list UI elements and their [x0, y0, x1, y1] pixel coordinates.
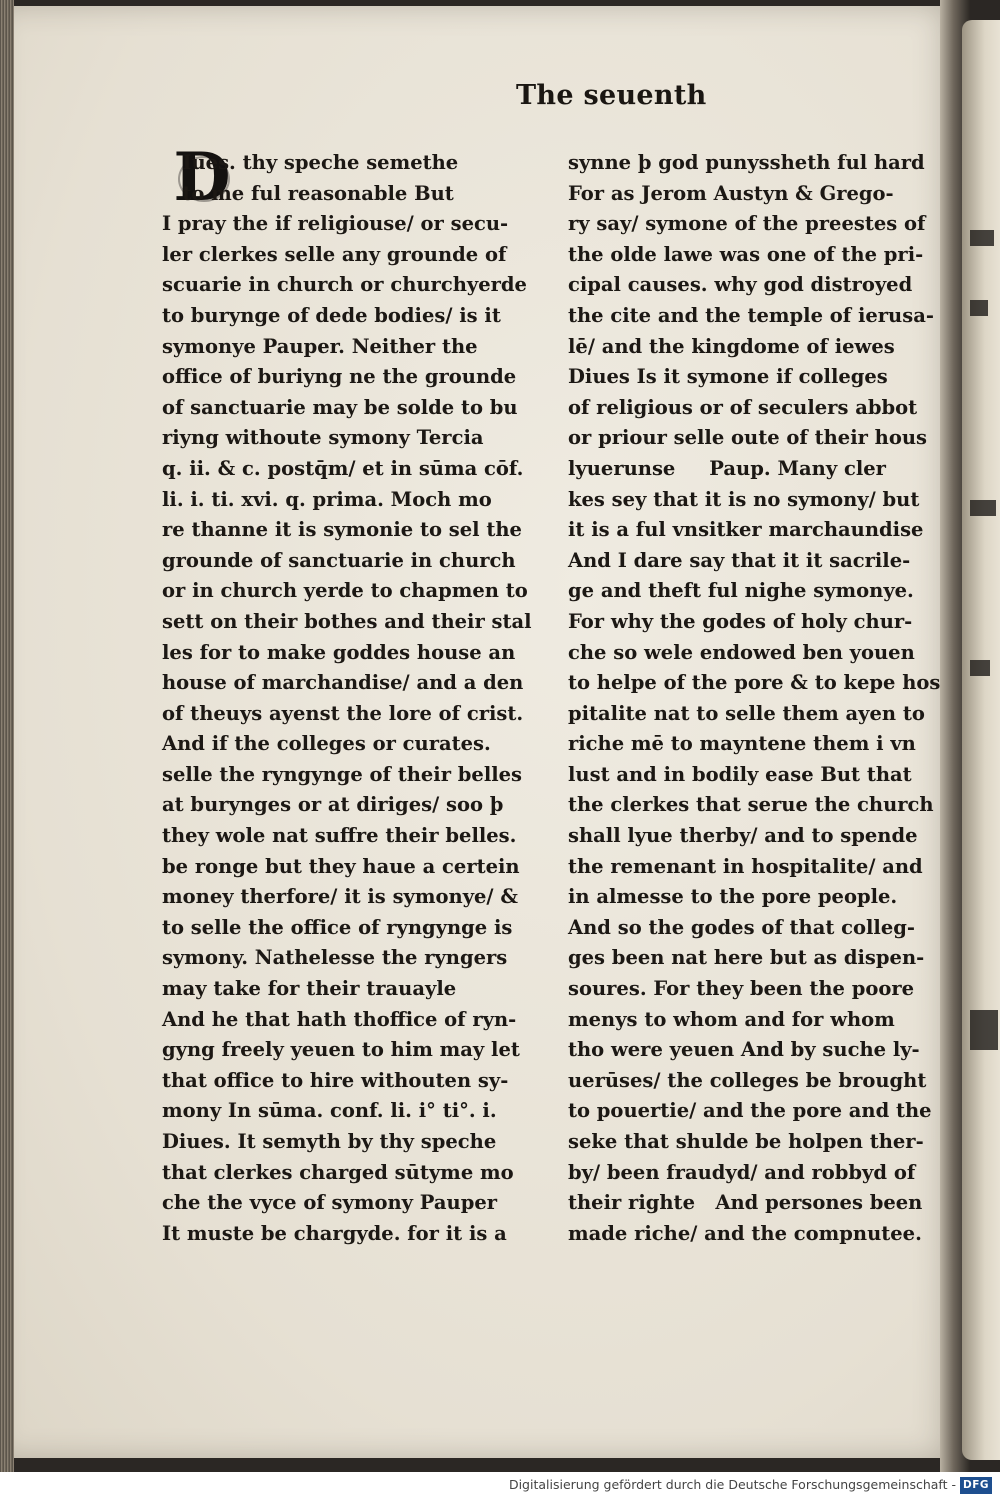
text-line: ge and theft ful nighe symonye. — [568, 579, 914, 603]
page-edges — [0, 0, 14, 1472]
text-line: synne þ god punyssheth ful hard — [568, 151, 925, 174]
text-line: riyng withoute symony Tercia — [162, 426, 484, 450]
text-line: che so wele endowed ben youen — [568, 640, 915, 664]
dfg-logo: DFG — [960, 1477, 992, 1494]
text-line: che the vyce of symony Pauper — [162, 1191, 498, 1215]
text-line: symonye Pauper. Neither the — [162, 334, 478, 358]
facing-page-text-fragment — [970, 500, 996, 516]
text-line: les for to make goddes house an — [162, 640, 516, 664]
text-line: to pouertie/ and the pore and the — [568, 1099, 932, 1123]
text-line: For why the godes of holy chur- — [568, 609, 913, 633]
text-line: the cite and the temple of ierusa- — [568, 303, 934, 327]
text-line: selle the ryngynge of their belles — [162, 762, 523, 786]
text-line: it is a ful vnsitker marchaundise — [568, 518, 924, 542]
text-line: of theuys ayenst the lore of crist. — [162, 701, 524, 725]
text-line: li. i. ti. xvi. q. prima. Moch mo — [162, 487, 492, 511]
text-line: house of marchandise/ and a den — [162, 671, 524, 695]
text-line: be ronge but they haue a certein — [162, 854, 520, 878]
text-line: And he that hath thoffice of ryn- — [162, 1007, 517, 1031]
running-head: The seuenth — [516, 80, 707, 111]
text-line: to burynge of dede bodies/ is it — [162, 303, 501, 327]
text-line: scuarie in church or churchyerde — [162, 273, 527, 297]
text-line: pitalite nat to selle them ayen to — [568, 701, 925, 725]
text-line: to me ful reasonable But — [162, 181, 454, 205]
text-line: the olde lawe was one of the pri- — [568, 242, 924, 266]
text-line: shall lyue therby/ and to spende — [568, 824, 918, 848]
facing-page-text-fragment — [970, 230, 994, 246]
text-line: of sanctuarie may be solde to bu — [162, 395, 518, 419]
right-text-column — [568, 148, 941, 1249]
text-line: riche mē to mayntene them i vn — [568, 732, 916, 756]
text-line: And if the colleges or curates. — [162, 732, 491, 756]
text-line: that clerkes charged sūtyme mo — [162, 1160, 514, 1184]
text-line: Diues Is it symone if colleges — [568, 365, 888, 389]
text-line: For as Jerom Austyn & Grego- — [568, 181, 894, 205]
text-line: tho were yeuen And by suche ly- — [568, 1038, 920, 1062]
text-line: the remenant in hospitalite/ and — [568, 854, 923, 878]
text-line: by/ been fraudyd/ and robbyd of — [568, 1160, 916, 1184]
text-line: And so the godes of that colleg- — [568, 915, 915, 939]
text-line: ler clerkes selle any grounde of — [162, 242, 507, 266]
footer-bar — [0, 1472, 1000, 1500]
text-line: kes sey that it is no symony/ but — [568, 487, 920, 511]
text-line: seke that shulde be holpen ther- — [568, 1130, 924, 1153]
text-line: lust and in bodily ease But that — [568, 762, 912, 786]
text-line: soures. For they been the poore — [568, 977, 915, 1001]
text-line: uerūses/ the colleges be brought — [568, 1068, 927, 1092]
funding-note: Digitalisierung gefördert durch die Deutsche Forschungsgemeinschaft - — [508, 1477, 956, 1492]
text-line: they wole nat suffre their belles. — [162, 824, 517, 848]
text-line: lyuerunse Paup. Many cler — [568, 456, 886, 480]
text-line: re thanne it is symonie to sel the — [162, 518, 522, 542]
text-line: mony In sūma. conf. li. i° ti°. i. — [162, 1099, 497, 1123]
text-line: It muste be chargyde. for it is a — [162, 1221, 507, 1245]
text-line: Iues. thy speche semethe — [162, 151, 459, 174]
text-line: at burynges or at diriges/ soo þ — [162, 793, 504, 817]
text-line: office of buriyng ne the grounde — [162, 365, 517, 389]
text-line: grounde of sanctuarie in church — [162, 548, 516, 572]
text-line: of religious or of seculers abbot — [568, 395, 918, 419]
text-line: cipal causes. why god distroyed — [568, 273, 913, 297]
facing-page-text-fragment — [970, 300, 988, 316]
text-line: to selle the office of ryngynge is — [162, 915, 513, 939]
facing-page-text-fragment — [970, 1010, 998, 1050]
text-line: symony. Nathelesse the ryngers — [162, 946, 508, 970]
text-line: or in church yerde to chapmen to — [162, 579, 528, 603]
text-line: gyng freely yeuen to him may let — [162, 1038, 520, 1062]
text-line: or priour selle oute of their hous — [568, 426, 927, 450]
text-line: to helpe of the pore & to kepe hos — [568, 671, 941, 695]
text-line: I pray the if religiouse/ or secu- — [162, 212, 509, 236]
text-line: menys to whom and for whom — [568, 1007, 895, 1031]
text-line: q. ii. & c. postq̄m/ et in sūma cōf. — [162, 456, 524, 480]
text-line: Diues. It semyth by thy speche — [162, 1130, 497, 1153]
text-line: that office to hire withouten sy- — [162, 1068, 509, 1092]
text-line: in almesse to the pore people. — [568, 885, 898, 909]
text-line: ges been nat here but as dispen- — [568, 946, 925, 970]
text-line: their righte And persones been — [568, 1191, 923, 1215]
text-line: may take for their trauayle — [162, 977, 457, 1001]
text-line: the clerkes that serue the church — [568, 793, 934, 817]
left-text-column — [162, 148, 532, 1249]
text-line: And I dare say that it it sacrile- — [568, 548, 911, 572]
text-line: made riche/ and the compnutee. — [568, 1221, 922, 1245]
text-line: ry say/ symone of the preestes of — [568, 212, 926, 236]
text-line: money therfore/ it is symonye/ & — [162, 885, 518, 909]
initial-letter: D — [173, 138, 231, 216]
facing-page-text-fragment — [970, 660, 990, 676]
text-line: sett on their bothes and their stal — [162, 609, 532, 633]
text-line: lē/ and the kingdome of iewes — [568, 334, 895, 358]
